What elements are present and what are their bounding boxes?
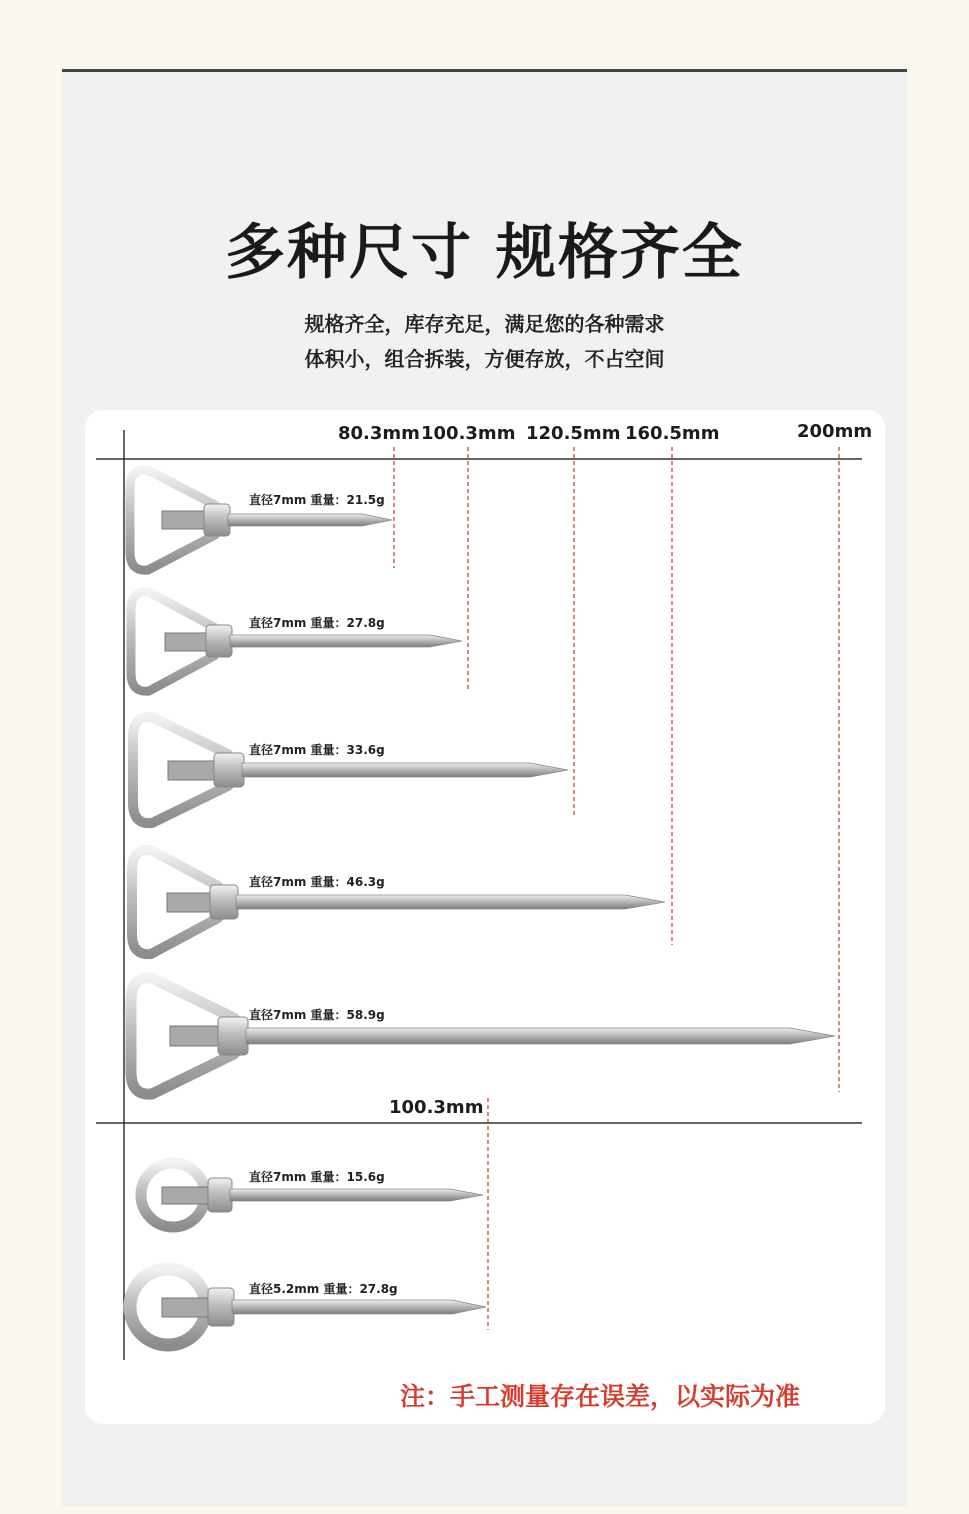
length-label-160mm: 160.5mm — [625, 423, 720, 444]
length-label-80mm: 80.3mm — [338, 423, 420, 444]
subtitle-line-2: 体积小，组合拆装，方便存放，不占空间 — [304, 347, 665, 371]
stake-triangle-2 — [131, 592, 462, 691]
measurement-note: 注：手工测量存在误差，以实际为准 — [400, 1382, 801, 1411]
spec-label-2: 直径7mm 重量：27.8g — [249, 616, 385, 630]
spec-label-3: 直径7mm 重量：33.6g — [249, 743, 385, 757]
spec-label-5: 直径7mm 重量：58.9g — [249, 1008, 385, 1022]
spec-label-7: 直径5.2mm 重量：27.8g — [249, 1282, 398, 1296]
stake-triangle-4 — [132, 850, 665, 954]
length-label-100mm: 100.3mm — [421, 423, 516, 444]
length-label-lower-100mm: 100.3mm — [389, 1097, 484, 1118]
spec-label-4: 直径7mm 重量：46.3g — [249, 875, 385, 889]
stake-triangle-3 — [133, 717, 568, 823]
subtitle-line-1: 规格齐全，库存充足，满足您的各种需求 — [304, 312, 665, 336]
spec-label-1: 直径7mm 重量：21.5g — [249, 493, 385, 507]
spec-label-6: 直径7mm 重量：15.6g — [249, 1170, 385, 1184]
length-label-200mm: 200mm — [797, 421, 873, 442]
length-label-120mm: 120.5mm — [526, 423, 621, 444]
stake-triangle-1 — [130, 470, 392, 570]
stake-triangle-5 — [131, 978, 835, 1094]
page-title: 多种尺寸 规格齐全 — [225, 218, 744, 288]
